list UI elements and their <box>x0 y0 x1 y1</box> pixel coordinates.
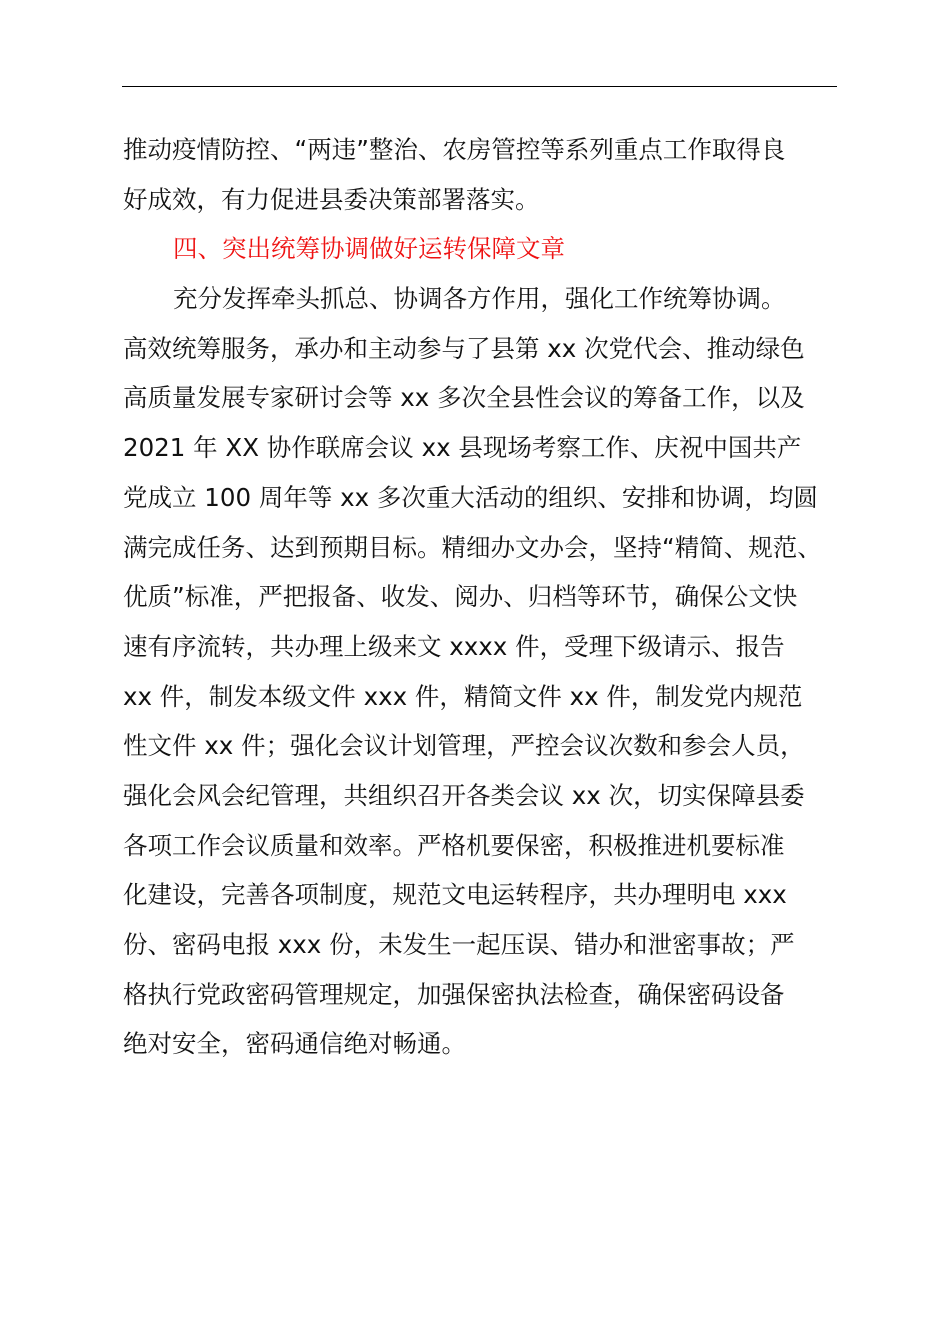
paragraph-line: 化建设，完善各项制度，规范文电运转程序，共办理明电 xxx <box>123 880 787 910</box>
paragraph-line: 满完成任务、达到预期目标。精细办文办会，坚持“精简、规范、 <box>123 532 822 562</box>
paragraph-line: 各项工作会议质量和效率。严格机要保密，积极推进机要标准 <box>123 830 785 860</box>
paragraph-line: 高效统筹服务，承办和主动参与了县第 xx 次党代会、推动绿色 <box>123 333 805 363</box>
paragraph-line: 高质量发展专家研讨会等 xx 多次全县性会议的筹备工作，以及 <box>123 383 805 413</box>
paragraph-line: 格执行党政密码管理规定，加强保密执法检查，确保密码设备 <box>123 979 785 1009</box>
paragraph-line: 性文件 xx 件；强化会议计划管理，严控会议次数和参会人员， <box>123 731 805 761</box>
paragraph-line: 党成立 100 周年等 xx 多次重大活动的组织、安排和协调，均圆 <box>123 482 818 512</box>
paragraph-line: 强化会风会纪管理，共组织召开各类会议 xx 次，切实保障县委 <box>123 780 805 810</box>
paragraph-line: 绝对安全，密码通信绝对畅通。 <box>123 1029 466 1059</box>
body-line: 推动疫情防控、“两违”整治、农房管控等系列重点工作取得良 <box>123 135 786 164</box>
paragraph-line: 2021 年 XX 协作联席会议 xx 县现场考察工作、庆祝中国共产 <box>123 433 802 463</box>
header-rule <box>122 86 837 87</box>
section-heading: 四、突出统筹协调做好运转保障文章 <box>173 234 565 264</box>
paragraph-line: 充分发挥牵头抓总、协调各方作用，强化工作统筹协调。 <box>173 284 786 314</box>
paragraph-line: 速有序流转，共办理上级来文 xxxx 件，受理下级请示、报告 <box>123 631 785 661</box>
paragraph-line: 优质”标准，严把报备、收发、阅办、归档等环节，确保公文快 <box>123 582 798 612</box>
paragraph-line: 份、密码电报 xxx 份，未发生一起压误、错办和泄密事故；严 <box>123 930 795 959</box>
body-line: 好成效，有力促进县委决策部署落实。 <box>123 184 540 214</box>
paragraph-line: xx 件，制发本级文件 xxx 件，精简文件 xx 件，制发党内规范 <box>123 681 803 711</box>
document-body <box>123 125 837 1069</box>
